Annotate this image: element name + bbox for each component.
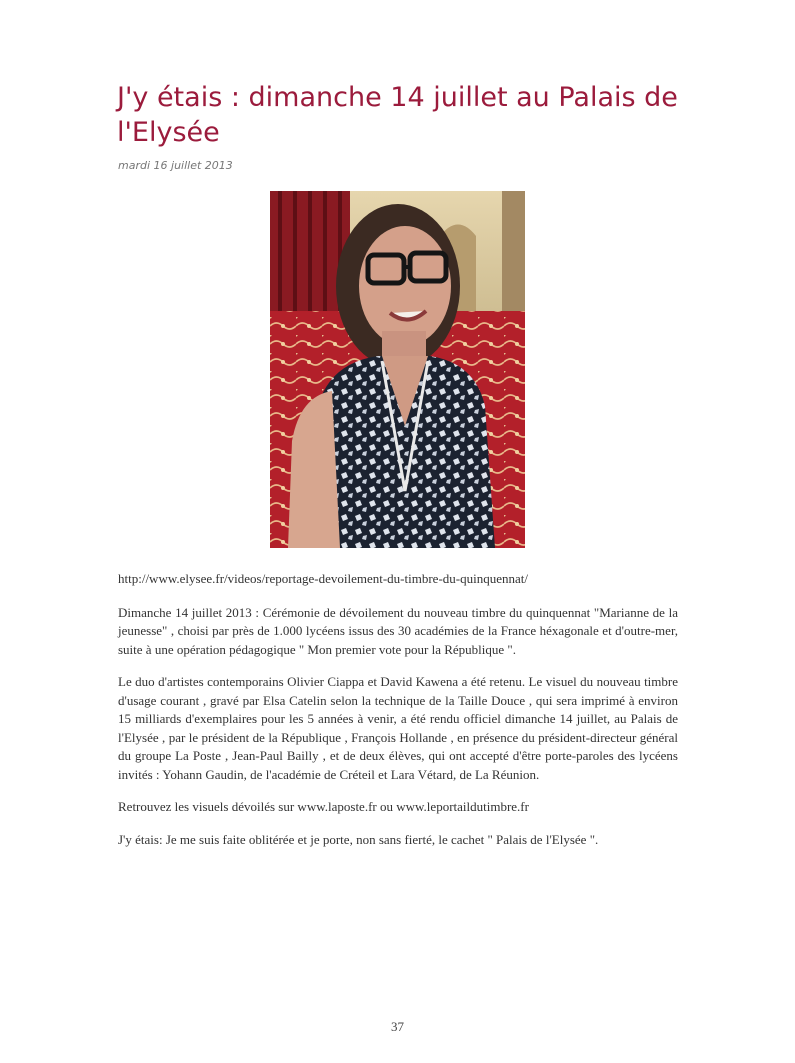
- article-body: [118, 570, 678, 863]
- article-link[interactable]: http://www.elysee.fr/videos/reportage-devoilement-du-timbre-du-quinquennat/: [118, 571, 528, 586]
- page-number: 37: [391, 1019, 404, 1034]
- paragraph-1: Dimanche 14 juillet 2013 : Cérémonie de dévoilement du nouveau timbre du quinquennat "Marianne de la jeunesse" , choisi par près de 1.000 lycéens issus des 30 académies de la France héxagonale et d'outre-mer, suite à une opération pédagogique " Mon premier vote pour la République ".: [118, 604, 678, 657]
- paragraph-2: Le duo d'artistes contemporains Olivier Ciappa et David Kawena a été retenu. Le visuel du nouveau timbre d'usage courant , gravé par Elsa Catelin selon la technique de la Taille Douce , qui sera imprimé à environ 15 milliards d'exemplaires pour les 5 années à venir, a été rendu officiel dimanche 14 juillet, au Palais de l'Elysée , par le président de la République , François Hollande , en présence du président-directeur général du groupe La Poste , Jean-Paul Bailly , et de deux élèves, qui ont accepté d'être porte-paroles des lycéens invités : Yohann Gaudin, de l'académie de Créteil et Lara Vétard, de La Réunion.: [118, 674, 678, 782]
- article-title: J'y étais : dimanche 14 juillet au Palais de l'Elysée: [117, 82, 678, 148]
- paragraph-3: Retrouvez les visuels dévoilés sur www.laposte.fr ou www.leportaildutimbre.fr: [118, 799, 529, 814]
- paragraph-4: J'y étais: Je me suis faite oblitérée et je porte, non sans fierté, le cachet " Palais de l'Elysée ".: [118, 831, 599, 847]
- article-date: mardi 16 juillet 2013: [118, 159, 233, 172]
- article-photo: [270, 191, 525, 548]
